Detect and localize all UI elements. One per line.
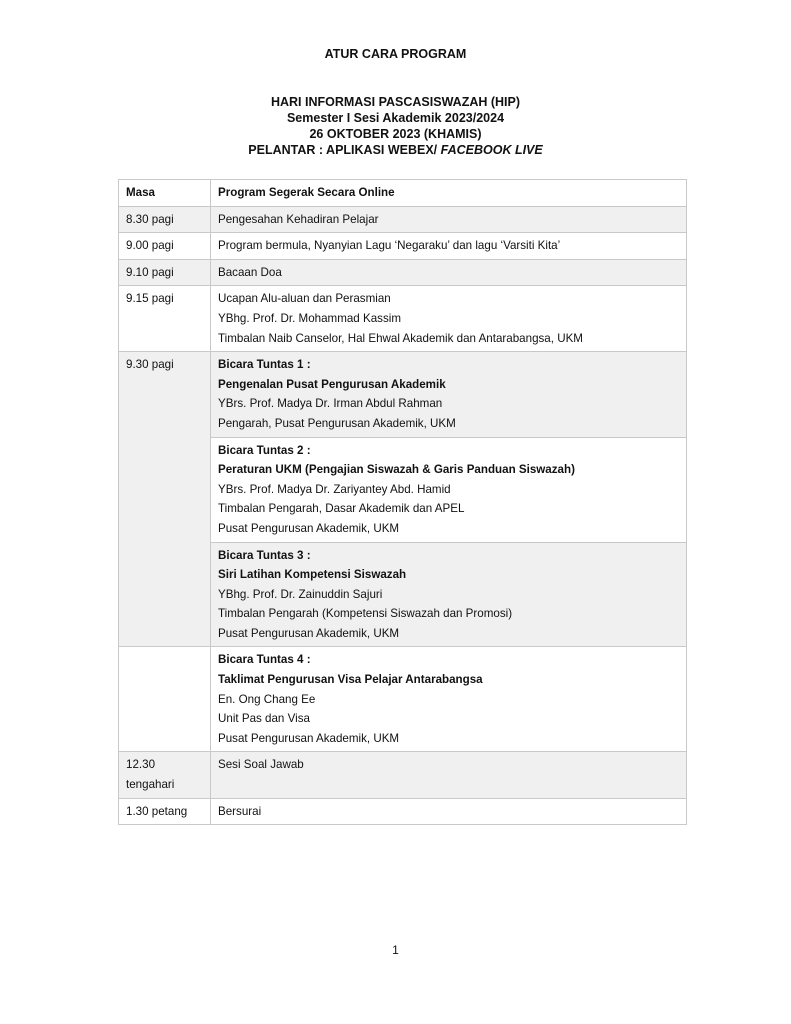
platform-facebook-live: FACEBOOK LIVE xyxy=(440,143,543,157)
time-part: tengahari xyxy=(126,778,175,792)
speaker-position: Unit Pas dan Visa xyxy=(218,712,310,726)
speaker-name: YBrs. Prof. Madya Dr. Irman Abdul Rahman xyxy=(218,397,443,411)
speaker-name: YBhg. Prof. Dr. Zainuddin Sajuri xyxy=(218,587,383,601)
row-time: 1.30 petang xyxy=(119,798,211,825)
row-program: Bersurai xyxy=(211,798,687,825)
row-program: Pengesahan Kehadiran Pelajar xyxy=(211,206,687,233)
row-program xyxy=(211,286,687,352)
session-title: Peraturan UKM (Pengajian Siswazah & Garis Panduan Siswazah) xyxy=(218,463,575,477)
header-program: Program Segerak Secara Online xyxy=(211,180,687,207)
row-program xyxy=(211,352,687,437)
event-semester: Semester I Sesi Akademik 2023/2024 xyxy=(286,111,505,125)
speaker-name: En. Ong Chang Ee xyxy=(218,692,316,706)
speaker-position: Pengarah, Pusat Pengurusan Akademik, UKM xyxy=(218,416,456,430)
schedule-table xyxy=(118,179,687,825)
table-row xyxy=(119,233,687,260)
row-program xyxy=(211,437,687,542)
row-time: 9.15 pagi xyxy=(119,286,211,352)
session-label: Bicara Tuntas 2 : xyxy=(218,443,311,457)
event-name: HARI INFORMASI PASCASISWAZAH (HIP) xyxy=(270,95,521,109)
table-row xyxy=(119,286,687,352)
event-header xyxy=(0,94,791,158)
speaker-position: Timbalan Pengarah (Kompetensi Siswazah dan Promosi) xyxy=(218,607,513,621)
platform-prefix: PELANTAR : APLIKASI WEBEX/ xyxy=(248,143,441,157)
session-label: Bicara Tuntas 3 : xyxy=(218,548,311,562)
table-row xyxy=(119,647,687,752)
row-program xyxy=(211,647,687,752)
row-program: Sesi Soal Jawab xyxy=(211,752,687,798)
session-label: Bicara Tuntas 4 : xyxy=(218,653,311,667)
time-part: 12.30 xyxy=(126,758,156,772)
document-title: ATUR CARA PROGRAM xyxy=(324,47,467,61)
speaker-position: Timbalan Pengarah, Dasar Akademik dan APEL xyxy=(218,502,465,516)
header-masa: Masa xyxy=(119,180,211,207)
table-header-row xyxy=(119,180,687,207)
speaker-unit: Pusat Pengurusan Akademik, UKM xyxy=(218,626,400,640)
row-time: 9.10 pagi xyxy=(119,259,211,286)
table-row xyxy=(119,752,687,798)
page-number: 1 xyxy=(392,943,399,957)
row-time-empty xyxy=(119,647,211,752)
row-program: Program bermula, Nyanyian Lagu ‘Negaraku’ dan lagu ‘Varsiti Kita’ xyxy=(211,233,687,260)
row-time: 9.00 pagi xyxy=(119,233,211,260)
row-time: 9.30 pagi xyxy=(119,352,211,647)
row-time xyxy=(119,752,211,798)
speaker-position: Timbalan Naib Canselor, Hal Ehwal Akademik dan Antarabangsa, UKM xyxy=(218,331,583,345)
table-row xyxy=(119,206,687,233)
session-title: Taklimat Pengurusan Visa Pelajar Antarabangsa xyxy=(218,673,483,687)
table-row xyxy=(119,352,687,437)
table-row xyxy=(119,798,687,825)
speaker-unit: Pusat Pengurusan Akademik, UKM xyxy=(218,731,400,745)
program-item: Ucapan Alu-aluan dan Perasmian xyxy=(218,292,391,306)
speaker-name: YBhg. Prof. Dr. Mohammad Kassim xyxy=(218,311,401,325)
speaker-name: YBrs. Prof. Madya Dr. Zariyantey Abd. Hamid xyxy=(218,482,451,496)
session-title: Siri Latihan Kompetensi Siswazah xyxy=(218,568,407,582)
row-time: 8.30 pagi xyxy=(119,206,211,233)
speaker-unit: Pusat Pengurusan Akademik, UKM xyxy=(218,521,400,535)
event-date: 26 OKTOBER 2023 (KHAMIS) xyxy=(309,127,482,141)
table-row xyxy=(119,259,687,286)
event-platform xyxy=(0,142,791,158)
row-program xyxy=(211,542,687,647)
row-program: Bacaan Doa xyxy=(211,259,687,286)
session-label: Bicara Tuntas 1 : xyxy=(218,358,311,372)
session-title: Pengenalan Pusat Pengurusan Akademik xyxy=(218,377,446,391)
